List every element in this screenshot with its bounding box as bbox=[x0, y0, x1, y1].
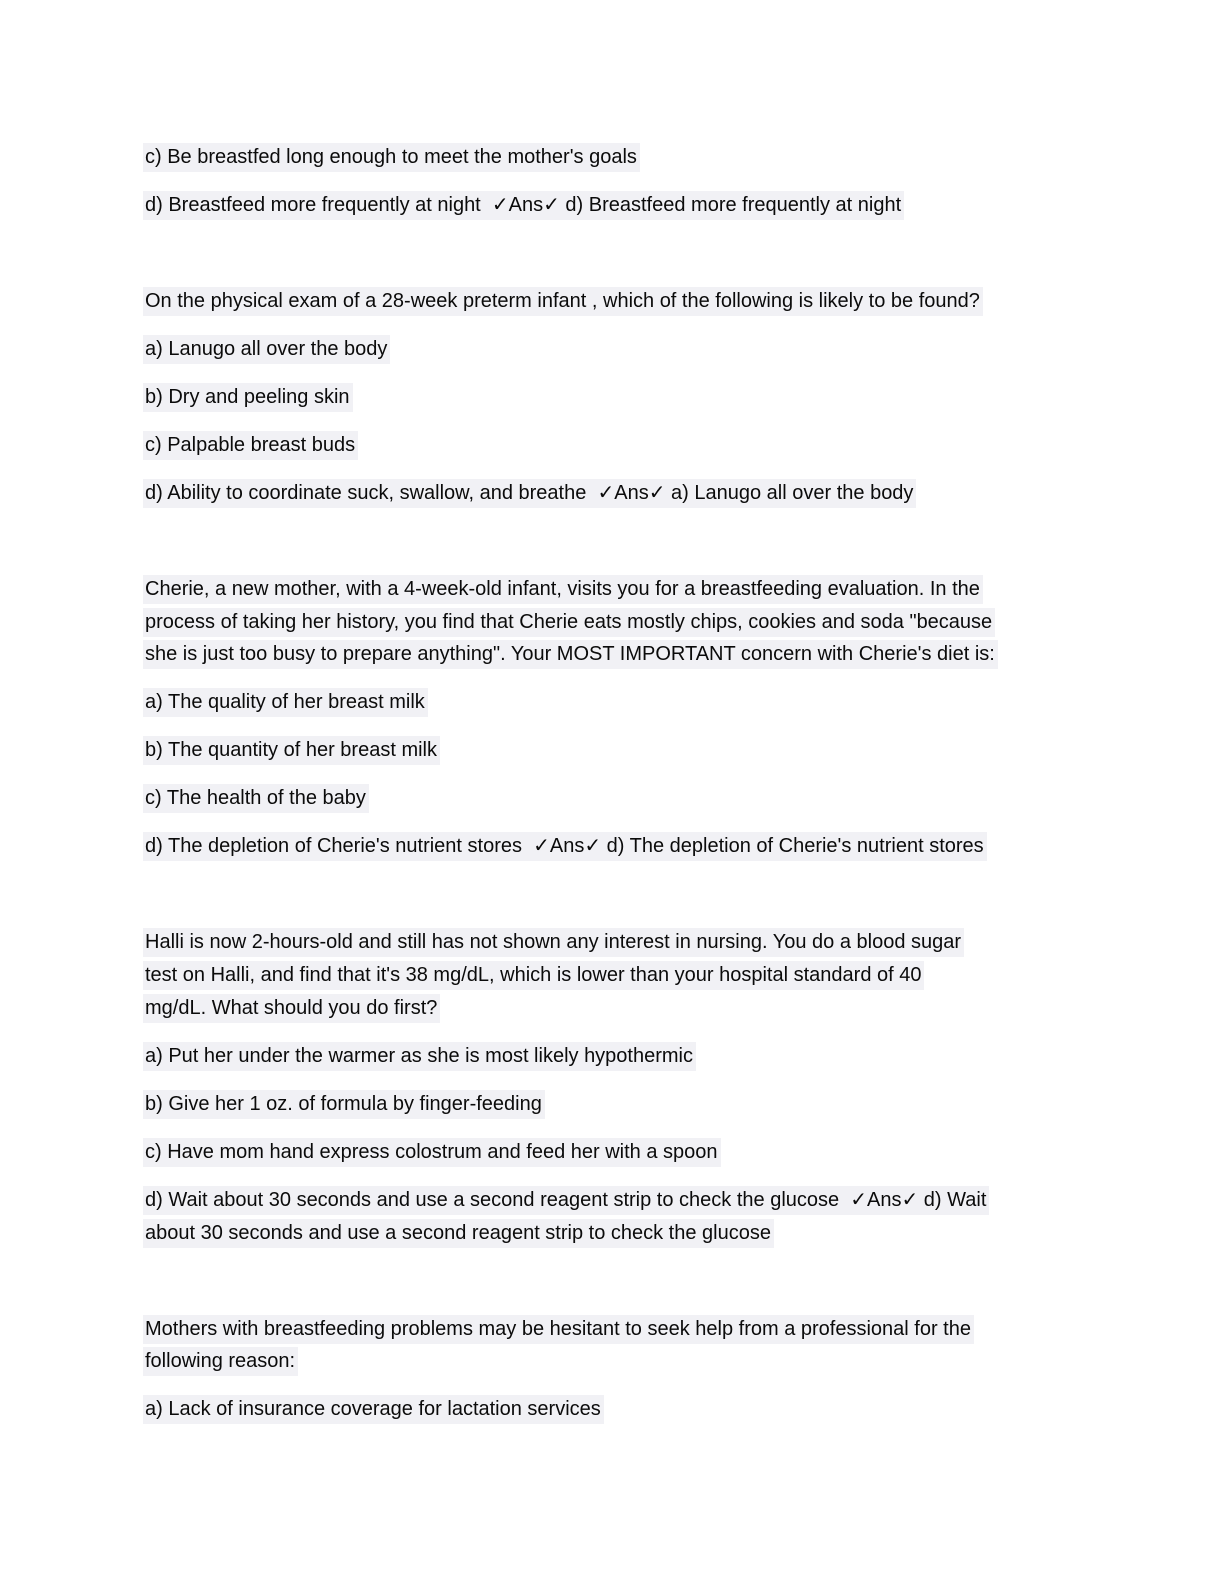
paragraph bbox=[143, 926, 1164, 1024]
text-line bbox=[143, 926, 1164, 959]
paragraph bbox=[143, 573, 1164, 671]
text-run: a) Put her under the warmer as she is most likely hypothermic bbox=[145, 1044, 693, 1067]
text-line bbox=[143, 606, 1164, 639]
text-run: c) Have mom hand express colostrum and feed her with a spoon bbox=[145, 1140, 718, 1163]
text-run: Ans bbox=[549, 835, 585, 858]
check-icon: ✓ bbox=[491, 193, 509, 216]
highlighted-text bbox=[143, 1315, 974, 1344]
text-run: process of taking her history, you find that Cherie eats mostly chips, cookies and soda "because bbox=[145, 610, 993, 633]
paragraph bbox=[143, 686, 1164, 719]
paragraph bbox=[143, 429, 1164, 462]
text-line bbox=[143, 477, 1164, 510]
check-icon: ✓ bbox=[543, 193, 560, 216]
highlighted-text bbox=[143, 961, 924, 990]
check-icon: ✓ bbox=[850, 1188, 868, 1211]
text-run: Cherie, a new mother, with a 4-week-old infant, visits you for a breastfeeding evaluation. In the bbox=[145, 577, 980, 600]
text-line bbox=[143, 1345, 1164, 1378]
text-line bbox=[143, 1136, 1164, 1169]
highlighted-text bbox=[143, 335, 390, 364]
check-icon: ✓ bbox=[901, 1188, 919, 1211]
text-run: d) The depletion of Cherie's nutrient stores bbox=[145, 835, 534, 858]
blank-line bbox=[143, 525, 1164, 558]
text-line bbox=[143, 1217, 1164, 1250]
text-run: d) Ability to coordinate suck, swallow, and breathe bbox=[145, 481, 598, 504]
highlighted-text bbox=[143, 479, 916, 508]
check-icon: ✓ bbox=[648, 481, 666, 504]
text-run: b) Dry and peeling skin bbox=[145, 385, 350, 408]
highlighted-text bbox=[143, 1138, 721, 1167]
text-line bbox=[143, 830, 1164, 863]
text-line bbox=[143, 1040, 1164, 1073]
highlighted-text bbox=[143, 287, 983, 316]
text-run: Ans bbox=[508, 193, 544, 216]
paragraph bbox=[143, 141, 1164, 174]
text-line bbox=[143, 734, 1164, 767]
paragraph bbox=[143, 1313, 1164, 1379]
paragraph bbox=[143, 1040, 1164, 1073]
text-run: c) The health of the baby bbox=[145, 787, 366, 810]
text-run: c) Palpable breast buds bbox=[145, 433, 356, 456]
text-run: d) Breastfeed more frequently at night bbox=[145, 193, 492, 216]
text-run: about 30 seconds and use a second reagent strip to check the glucose bbox=[145, 1221, 771, 1244]
text-line bbox=[143, 638, 1164, 671]
highlighted-text bbox=[143, 1090, 545, 1119]
highlighted-text bbox=[143, 784, 369, 813]
text-run: c) Be breastfed long enough to meet the mother's goals bbox=[145, 146, 637, 168]
blank-line bbox=[143, 237, 1164, 270]
highlighted-text bbox=[143, 1219, 774, 1248]
highlighted-text bbox=[143, 383, 353, 412]
paragraph bbox=[143, 1088, 1164, 1121]
paragraph bbox=[143, 477, 1164, 510]
highlighted-text bbox=[143, 1347, 298, 1376]
text-line bbox=[143, 1313, 1164, 1346]
check-icon: ✓ bbox=[584, 835, 602, 858]
highlighted-text bbox=[143, 143, 640, 172]
text-run: b) Give her 1 oz. of formula by finger-feeding bbox=[145, 1092, 542, 1115]
check-icon: ✓ bbox=[597, 481, 615, 504]
blank-line bbox=[143, 1265, 1164, 1298]
text-run: Halli is now 2-hours-old and still has not shown any interest in nursing. You do a blood sugar bbox=[145, 931, 962, 954]
check-icon: ✓ bbox=[533, 835, 550, 858]
text-line bbox=[143, 1088, 1164, 1121]
blank-line bbox=[143, 878, 1164, 911]
text-run: test on Halli, and find that it's 38 mg/dL, which is lower than your hospital standard of 40 bbox=[145, 964, 922, 987]
text-run: mg/dL. What should you do first? bbox=[145, 996, 438, 1019]
text-run: she is just too busy to prepare anything". Your MOST IMPORTANT concern with Cherie's diet is: bbox=[145, 643, 995, 666]
highlighted-text bbox=[143, 1042, 696, 1071]
text-line bbox=[143, 1184, 1164, 1217]
text-run: Ans bbox=[867, 1188, 902, 1211]
document-content bbox=[143, 141, 1164, 1441]
paragraph bbox=[143, 189, 1164, 222]
text-line bbox=[143, 429, 1164, 462]
text-run: b) The quantity of her breast milk bbox=[145, 739, 437, 762]
text-run: d) Breastfeed more frequently at night bbox=[559, 193, 902, 216]
paragraph bbox=[143, 782, 1164, 815]
paragraph bbox=[143, 285, 1164, 318]
highlighted-text bbox=[143, 736, 440, 765]
text-run: following reason: bbox=[145, 1350, 296, 1373]
text-line bbox=[143, 1393, 1164, 1426]
paragraph bbox=[143, 381, 1164, 414]
paragraph bbox=[143, 333, 1164, 366]
text-run: a) Lanugo all over the body bbox=[145, 337, 388, 360]
paragraph bbox=[143, 1136, 1164, 1169]
paragraph bbox=[143, 734, 1164, 767]
text-run: d) Wait about 30 seconds and use a second reagent strip to check the glucose bbox=[145, 1188, 851, 1211]
text-line bbox=[143, 381, 1164, 414]
text-line bbox=[143, 959, 1164, 992]
highlighted-text bbox=[143, 608, 995, 637]
text-run: a) Lack of insurance coverage for lactation services bbox=[145, 1398, 601, 1421]
text-run: a) The quality of her breast milk bbox=[145, 691, 425, 714]
text-run: d) The depletion of Cherie's nutrient stores bbox=[601, 835, 984, 858]
highlighted-text bbox=[143, 191, 904, 220]
highlighted-text bbox=[143, 688, 428, 717]
highlighted-text bbox=[143, 994, 440, 1023]
paragraph bbox=[143, 1184, 1164, 1250]
paragraph bbox=[143, 830, 1164, 863]
highlighted-text bbox=[143, 575, 983, 604]
text-line bbox=[143, 573, 1164, 606]
text-line bbox=[143, 992, 1164, 1025]
highlighted-text bbox=[143, 1186, 989, 1215]
text-line bbox=[143, 686, 1164, 719]
text-line bbox=[143, 782, 1164, 815]
text-line bbox=[143, 333, 1164, 366]
text-run: Mothers with breastfeeding problems may be hesitant to seek help from a professional for the bbox=[145, 1317, 971, 1340]
text-run: On the physical exam of a 28-week preterm infant , which of the following is likely to be found? bbox=[145, 289, 980, 312]
highlighted-text bbox=[143, 928, 964, 957]
paragraph bbox=[143, 1393, 1164, 1426]
highlighted-text bbox=[143, 431, 358, 460]
text-line bbox=[143, 189, 1164, 222]
highlighted-text bbox=[143, 1395, 604, 1424]
text-run: a) Lanugo all over the body bbox=[665, 481, 914, 504]
highlighted-text bbox=[143, 640, 998, 669]
text-run: Ans bbox=[614, 481, 649, 504]
text-line bbox=[143, 141, 1164, 174]
text-line bbox=[143, 285, 1164, 318]
highlighted-text bbox=[143, 832, 987, 861]
text-run: d) Wait bbox=[918, 1188, 987, 1211]
